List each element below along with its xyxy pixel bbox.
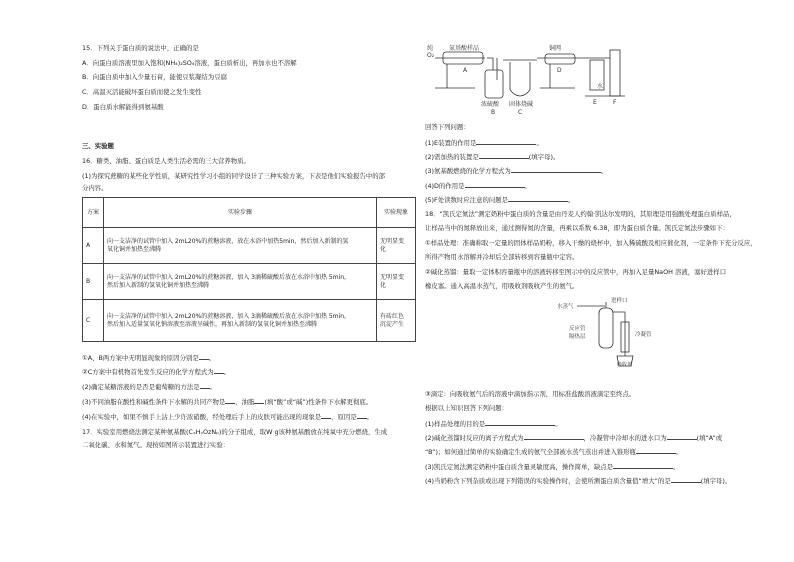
q15-stem: 15．下列关于蛋白质的说法中，正确的是 — [82, 44, 199, 52]
distillation-apparatus-figure — [555, 296, 665, 368]
figure-label-soda: 固体烧碱 — [509, 101, 534, 108]
figure-label-copper: 铜网 — [549, 45, 562, 52]
q18-answer-heading: 根据以上知识回答下列问题： — [425, 404, 509, 412]
figure-label-sample: 氨基酸样品 — [449, 45, 480, 52]
table-cell-steps — [104, 264, 377, 300]
section-heading: 三、实验题 — [82, 142, 114, 150]
table-cell-plan: A — [83, 228, 104, 264]
result-text-2: 化 — [380, 281, 387, 289]
step-text-1: 向一支洁净的试管中加入 2mL20%的蔗糖溶液，放在水浴中加热5min，然后加入新制的氢 — [107, 238, 349, 245]
table-cell-result — [377, 264, 416, 300]
q18-line5: ②碱化蒸馏：量取一定体积容量瓶中的溶液转移至图示中的反应管中，再加入足量NaOH 溶液，塞好进样口 — [425, 268, 727, 276]
q17-sub5: (5)F处读数时应注意的问题是 。 — [425, 196, 575, 204]
q18-line2: 让样品当中的氮释放出来，通过测得氮的含量，再乘以系数 6.38，即为蛋白质含量。凯氏定氮法步骤如下： — [425, 224, 729, 232]
q16-sub4: (4)在实验中，如果不慎手上沾上少许浓硝酸，经处理后手上的皮肤可能出现的现象是 ，原因是 。 — [82, 413, 374, 421]
table-row — [83, 228, 416, 264]
q15-option-c: C．高温灭活能破坏蛋白质而使之发生变性 — [82, 88, 202, 96]
combustion-apparatus-figure — [425, 40, 725, 115]
figure-label-c: C — [518, 109, 523, 115]
table-row — [83, 264, 416, 300]
answer-heading: 回答下列问题： — [425, 123, 470, 131]
q17-sub4: (4)D的作用是 。 — [425, 182, 531, 190]
table-cell-steps — [104, 300, 377, 342]
figure-label-a: A — [463, 67, 468, 74]
table-cell-plan: C — [83, 300, 104, 342]
figure-label-reaction-tube: 反应管 — [569, 326, 586, 332]
q18-sub4: (4)当奶粉含下列杂质或出现下列错误的实验操作时，会使所测蛋白质含量值“增大”的是 (填字母)。 — [425, 477, 732, 485]
table-cell-result — [377, 228, 416, 264]
figure-label-inlet: 进样口 — [611, 298, 628, 304]
figure-label-water: 水 — [597, 83, 604, 90]
q18-line1: 18．“凯氏定氮法”测定奶粉中蛋白质的含量是由丹麦人约翰·凯达尔发明的，其原理是用强酸处理蛋白质样品， — [425, 210, 736, 218]
q16-item1: ①A、B两方案中无明显现象的原因分别是 。 — [82, 354, 216, 362]
figure-label-steam: 水蒸气 — [557, 304, 574, 310]
step-text-2: 氧化铜并加热至沸腾 — [107, 245, 162, 253]
figure-label-b: B — [491, 109, 496, 115]
q18-sub2: (2)碱化蒸馏时反应的离子方程式为 ，冷凝管中冷却水的进水口为 (填“A”或 — [425, 434, 723, 442]
step-text-1: 向一支洁净的试管中加入 2mL20%的蔗糖溶液，加入 3滴稀硫酸后放在水浴中加热 5min， — [107, 274, 351, 281]
q18-line3: ①样品处理：准确称取一定量的固体样品奶粉，移入干燥的烧杯中，加入稀硫酸及相应催化剂，一定条件下充分反应， — [425, 239, 757, 247]
figure-label-e: E — [593, 99, 597, 106]
q17-sub1: (1)E装置的作用是 。 — [425, 139, 543, 147]
q18-step3: ③滴定：向吸收氨气后的溶液中滴加指示剂，用标准盐酸溶液滴定至终点。 — [425, 390, 636, 398]
table-cell-plan: B — [83, 264, 104, 300]
q15-option-a: A．向蛋白质溶液里加入饱和(NH₄)₂SO₄溶液，蛋白质析出，再加水也不溶解 — [82, 59, 297, 67]
q16-sub3: (3)不同油脂在酸性和碱性条件下水解的共同产物是 ，油脂 (填“酸”或“碱”)性条件下水解更彻底。 — [82, 398, 373, 406]
table-header-row — [83, 198, 416, 228]
table-row — [83, 300, 416, 342]
figure-label-o2b: O₂ — [427, 52, 435, 59]
q17-sub2: (2)需加热的装置是 (填字母)。 — [425, 153, 560, 161]
q18-sub1: (1)样品处理的目的是 。 — [425, 420, 562, 428]
result-text-2: 沉淀产生 — [380, 320, 405, 328]
q18-sub3: (3)凯氏定氮法测定奶粉中蛋白质含量灵敏度高，操作简单，缺点是 。 — [425, 463, 680, 471]
q18-line4: 所得产物用水溶解并冷却后全部转移到容量瓶中定容。 — [425, 253, 579, 261]
step-text-2: 然后加入新制的氢氧化铜并加热至沸腾 — [107, 281, 210, 289]
result-text-1: 无明显变 — [380, 274, 405, 281]
q16-item2: ②C方案中有机物首先发生反应的化学方程式为 。 — [82, 368, 231, 376]
experiment-table — [82, 197, 416, 342]
table-header-result: 实验现象 — [377, 198, 416, 228]
q18-line6: 橡皮塞。通入高温水蒸气，用吸收剂吸收产生的氨气。 — [425, 282, 579, 290]
step-text-1: 向一支洁净的试管中加入 2mL20%的蔗糖溶液，加入 3滴稀硫酸后放在水浴中加热 5min， — [107, 313, 351, 320]
figure-label-insulation: 隔热层 — [569, 334, 586, 340]
q17-stem-line1: 17．实验室用燃烧法测定某种氨基酸(CₓHᵧOzNₚ)的分子组成，取W g该种氨基酸放在纯氧中充分燃烧，生成 — [82, 428, 388, 436]
q15-option-b: B．向蛋白质中加入少量石膏，能使豆浆凝结为豆腐 — [82, 73, 227, 81]
q16-sub1-line1: (1)为探究蔗糖的某些化学性质，某研究性学习小组的同学设计了三种实验方案，下表是他们实验报告中的部 — [82, 172, 386, 180]
step-text-2: 然后加入适量氢氧化钠溶液至溶液呈碱性，再加入新制的氢氧化铜并加热至沸腾 — [107, 320, 318, 328]
result-text-1: 无明显变 — [380, 238, 405, 245]
q16-sub1-line2: 分内容。 — [82, 184, 108, 192]
result-text-1: 有砖红色 — [380, 313, 405, 320]
q16-stem: 16．糖类、油脂、蛋白质是人类生活必需的三大营养物质。 — [82, 157, 250, 165]
q18-sub2-cont: “B”)；如何通过简单的实验确定生成的氨气全部被水蒸气蒸出并进入锥形瓶 。 — [425, 448, 683, 456]
figure-label-d: D — [557, 67, 562, 74]
result-text-2: 化 — [380, 245, 387, 253]
q15-option-d: D．蛋白质水解能得到氨基酸 — [82, 103, 164, 111]
figure-label-f: F — [613, 99, 617, 106]
table-header-steps: 实验步骤 — [104, 198, 377, 228]
table-cell-steps — [104, 228, 377, 264]
figure-label-o2a: 纯 — [427, 45, 434, 52]
q17-stem-line2: 二氧化碳、水和氮气。现按如图所示装置进行实验： — [82, 441, 229, 449]
figure-label-condenser: 冷凝管 — [635, 332, 652, 338]
table-header-plan: 方案 — [83, 198, 104, 228]
figure-label-acid: 浓硫酸 — [481, 101, 500, 108]
table-cell-result — [377, 300, 416, 342]
q17-sub3: (3)氨基酸燃烧的化学方程式为 。 — [425, 167, 608, 175]
q16-sub2: (2)确定某糖溶液的是否是葡萄糖的方法是 。 — [82, 383, 217, 391]
figure-label-absorbent: 吸收剂 — [617, 362, 633, 368]
